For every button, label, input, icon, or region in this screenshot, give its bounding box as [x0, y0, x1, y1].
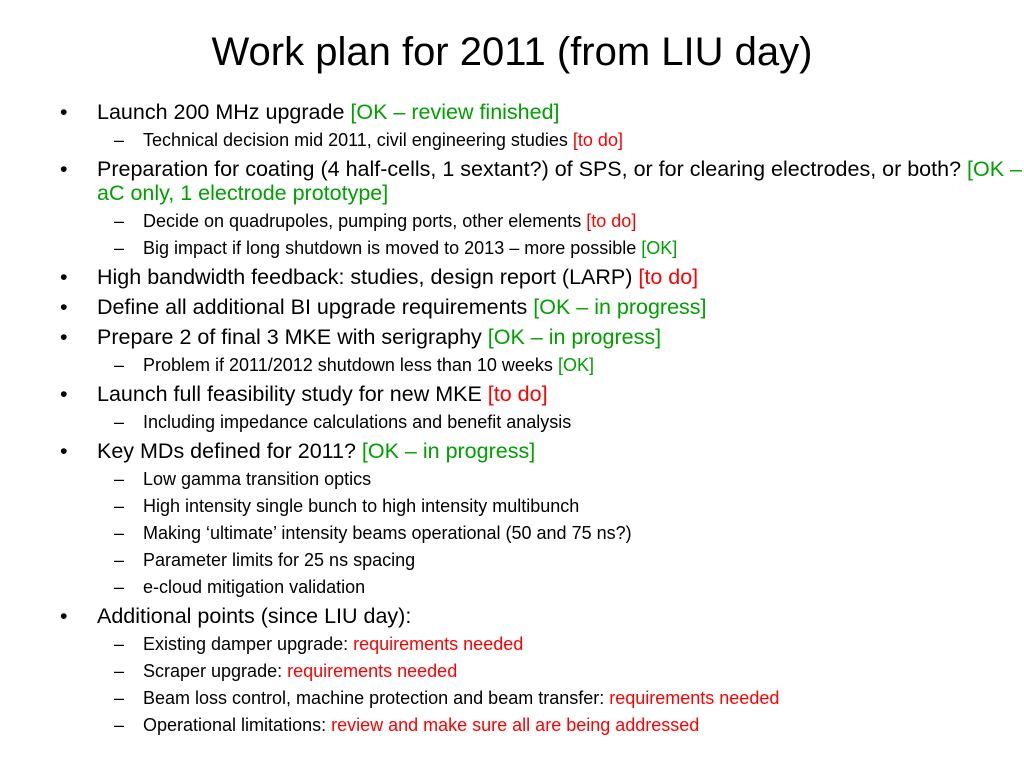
status-ok: [OK – review finished]: [350, 100, 560, 124]
item-text: Big impact if long shutdown is moved to 2013 – more possible: [143, 238, 642, 258]
item-text: Making ‘ultimate’ intensity beams operational (50 and 75 ns?): [143, 523, 632, 543]
sub-bullet-item: [0, 355, 1024, 376]
sub-bullet-item: [0, 469, 1024, 490]
sub-bullet-item: [0, 715, 1024, 736]
status-todo: requirements needed: [287, 661, 458, 681]
slide-title: Work plan for 2011 (from LIU day): [211, 30, 813, 74]
item-text: Key MDs defined for 2011?: [97, 439, 362, 463]
sub-bullet-item: [0, 496, 1024, 517]
status-todo: requirements needed: [609, 688, 780, 708]
dash-marker: –: [114, 355, 125, 375]
status-ok: [OK]: [557, 355, 594, 375]
item-text: Low gamma transition optics: [143, 469, 372, 489]
bullet-item: [0, 157, 1024, 205]
dash-marker: –: [114, 496, 125, 516]
status-todo: requirements needed: [353, 634, 524, 654]
item-text: Existing damper upgrade:: [143, 634, 354, 654]
item-text: Operational limitations:: [143, 715, 332, 735]
bullet-marker: •: [60, 157, 68, 181]
bullet-marker: •: [60, 100, 68, 124]
item-text: High intensity single bunch to high intensity multibunch: [143, 496, 580, 516]
item-text: Technical decision mid 2011, civil engineering studies: [143, 130, 573, 150]
sub-bullet-item: [0, 412, 1024, 433]
dash-marker: –: [114, 130, 125, 150]
status-todo: [to do]: [586, 211, 637, 231]
item-text: Launch 200 MHz upgrade: [97, 100, 351, 124]
dash-marker: –: [114, 469, 125, 489]
dash-marker: –: [114, 523, 125, 543]
item-text: High bandwidth feedback: studies, design report (LARP): [97, 265, 639, 289]
status-todo: review and make sure all are being addressed: [331, 715, 700, 735]
item-text: Define all additional BI upgrade requirements: [97, 295, 534, 319]
status-todo: [to do]: [487, 382, 548, 406]
sub-bullet-item: [0, 688, 1024, 709]
bullet-marker: •: [60, 325, 68, 349]
status-ok: [OK – in progress]: [487, 325, 662, 349]
status-todo: [to do]: [638, 265, 699, 289]
item-text: Launch full feasibility study for new MKE: [97, 382, 488, 406]
bullet-item: [0, 265, 1024, 289]
dash-marker: –: [114, 412, 125, 432]
bullet-item: [0, 382, 1024, 406]
item-text: Beam loss control, machine protection and beam transfer:: [143, 688, 610, 708]
sub-bullet-item: [0, 550, 1024, 571]
item-text: Decide on quadrupoles, pumping ports, other elements: [143, 211, 587, 231]
bullet-item: [0, 439, 1024, 463]
status-ok: [OK]: [641, 238, 678, 258]
bullet-marker: •: [60, 265, 68, 289]
status-ok: [OK – in progress]: [361, 439, 536, 463]
dash-marker: –: [114, 550, 125, 570]
item-text: Prepare 2 of final 3 MKE with serigraphy: [97, 325, 488, 349]
sub-bullet-item: [0, 130, 1024, 151]
sub-bullet-item: [0, 577, 1024, 598]
dash-marker: –: [114, 577, 125, 597]
bullet-marker: •: [60, 295, 68, 319]
dash-marker: –: [114, 211, 125, 231]
dash-marker: –: [114, 715, 125, 735]
status-ok: [OK – in progress]: [533, 295, 707, 319]
sub-bullet-item: [0, 523, 1024, 544]
bullet-marker: •: [60, 439, 68, 463]
dash-marker: –: [114, 634, 125, 654]
item-text: Parameter limits for 25 ns spacing: [143, 550, 416, 570]
sub-bullet-item: [0, 238, 1024, 259]
bullet-item: [0, 604, 1024, 628]
status-ok: [OK – aC only, 1 electrode prototype]: [97, 157, 1022, 205]
bullet-item: [0, 100, 1024, 124]
sub-bullet-item: [0, 211, 1024, 232]
item-text: e-cloud mitigation validation: [143, 577, 366, 597]
bullet-marker: •: [60, 604, 68, 628]
bullet-marker: •: [60, 382, 68, 406]
item-text: Preparation for coating (4 half-cells, 1 sextant?) of SPS, or for clearing electrodes, or both?: [97, 157, 968, 181]
bullet-item: [0, 325, 1024, 349]
dash-marker: –: [114, 661, 125, 681]
status-todo: [to do]: [572, 130, 623, 150]
bullet-item: [0, 295, 1024, 319]
dash-marker: –: [114, 238, 125, 258]
sub-bullet-item: [0, 634, 1024, 655]
item-text: Scraper upgrade:: [143, 661, 288, 681]
item-text: Additional points (since LIU day):: [97, 604, 412, 628]
item-text: Problem if 2011/2012 shutdown less than 10 weeks: [143, 355, 558, 375]
sub-bullet-item: [0, 661, 1024, 682]
bullet-list: [0, 100, 1024, 742]
dash-marker: –: [114, 688, 125, 708]
item-text: Including impedance calculations and benefit analysis: [143, 412, 572, 432]
